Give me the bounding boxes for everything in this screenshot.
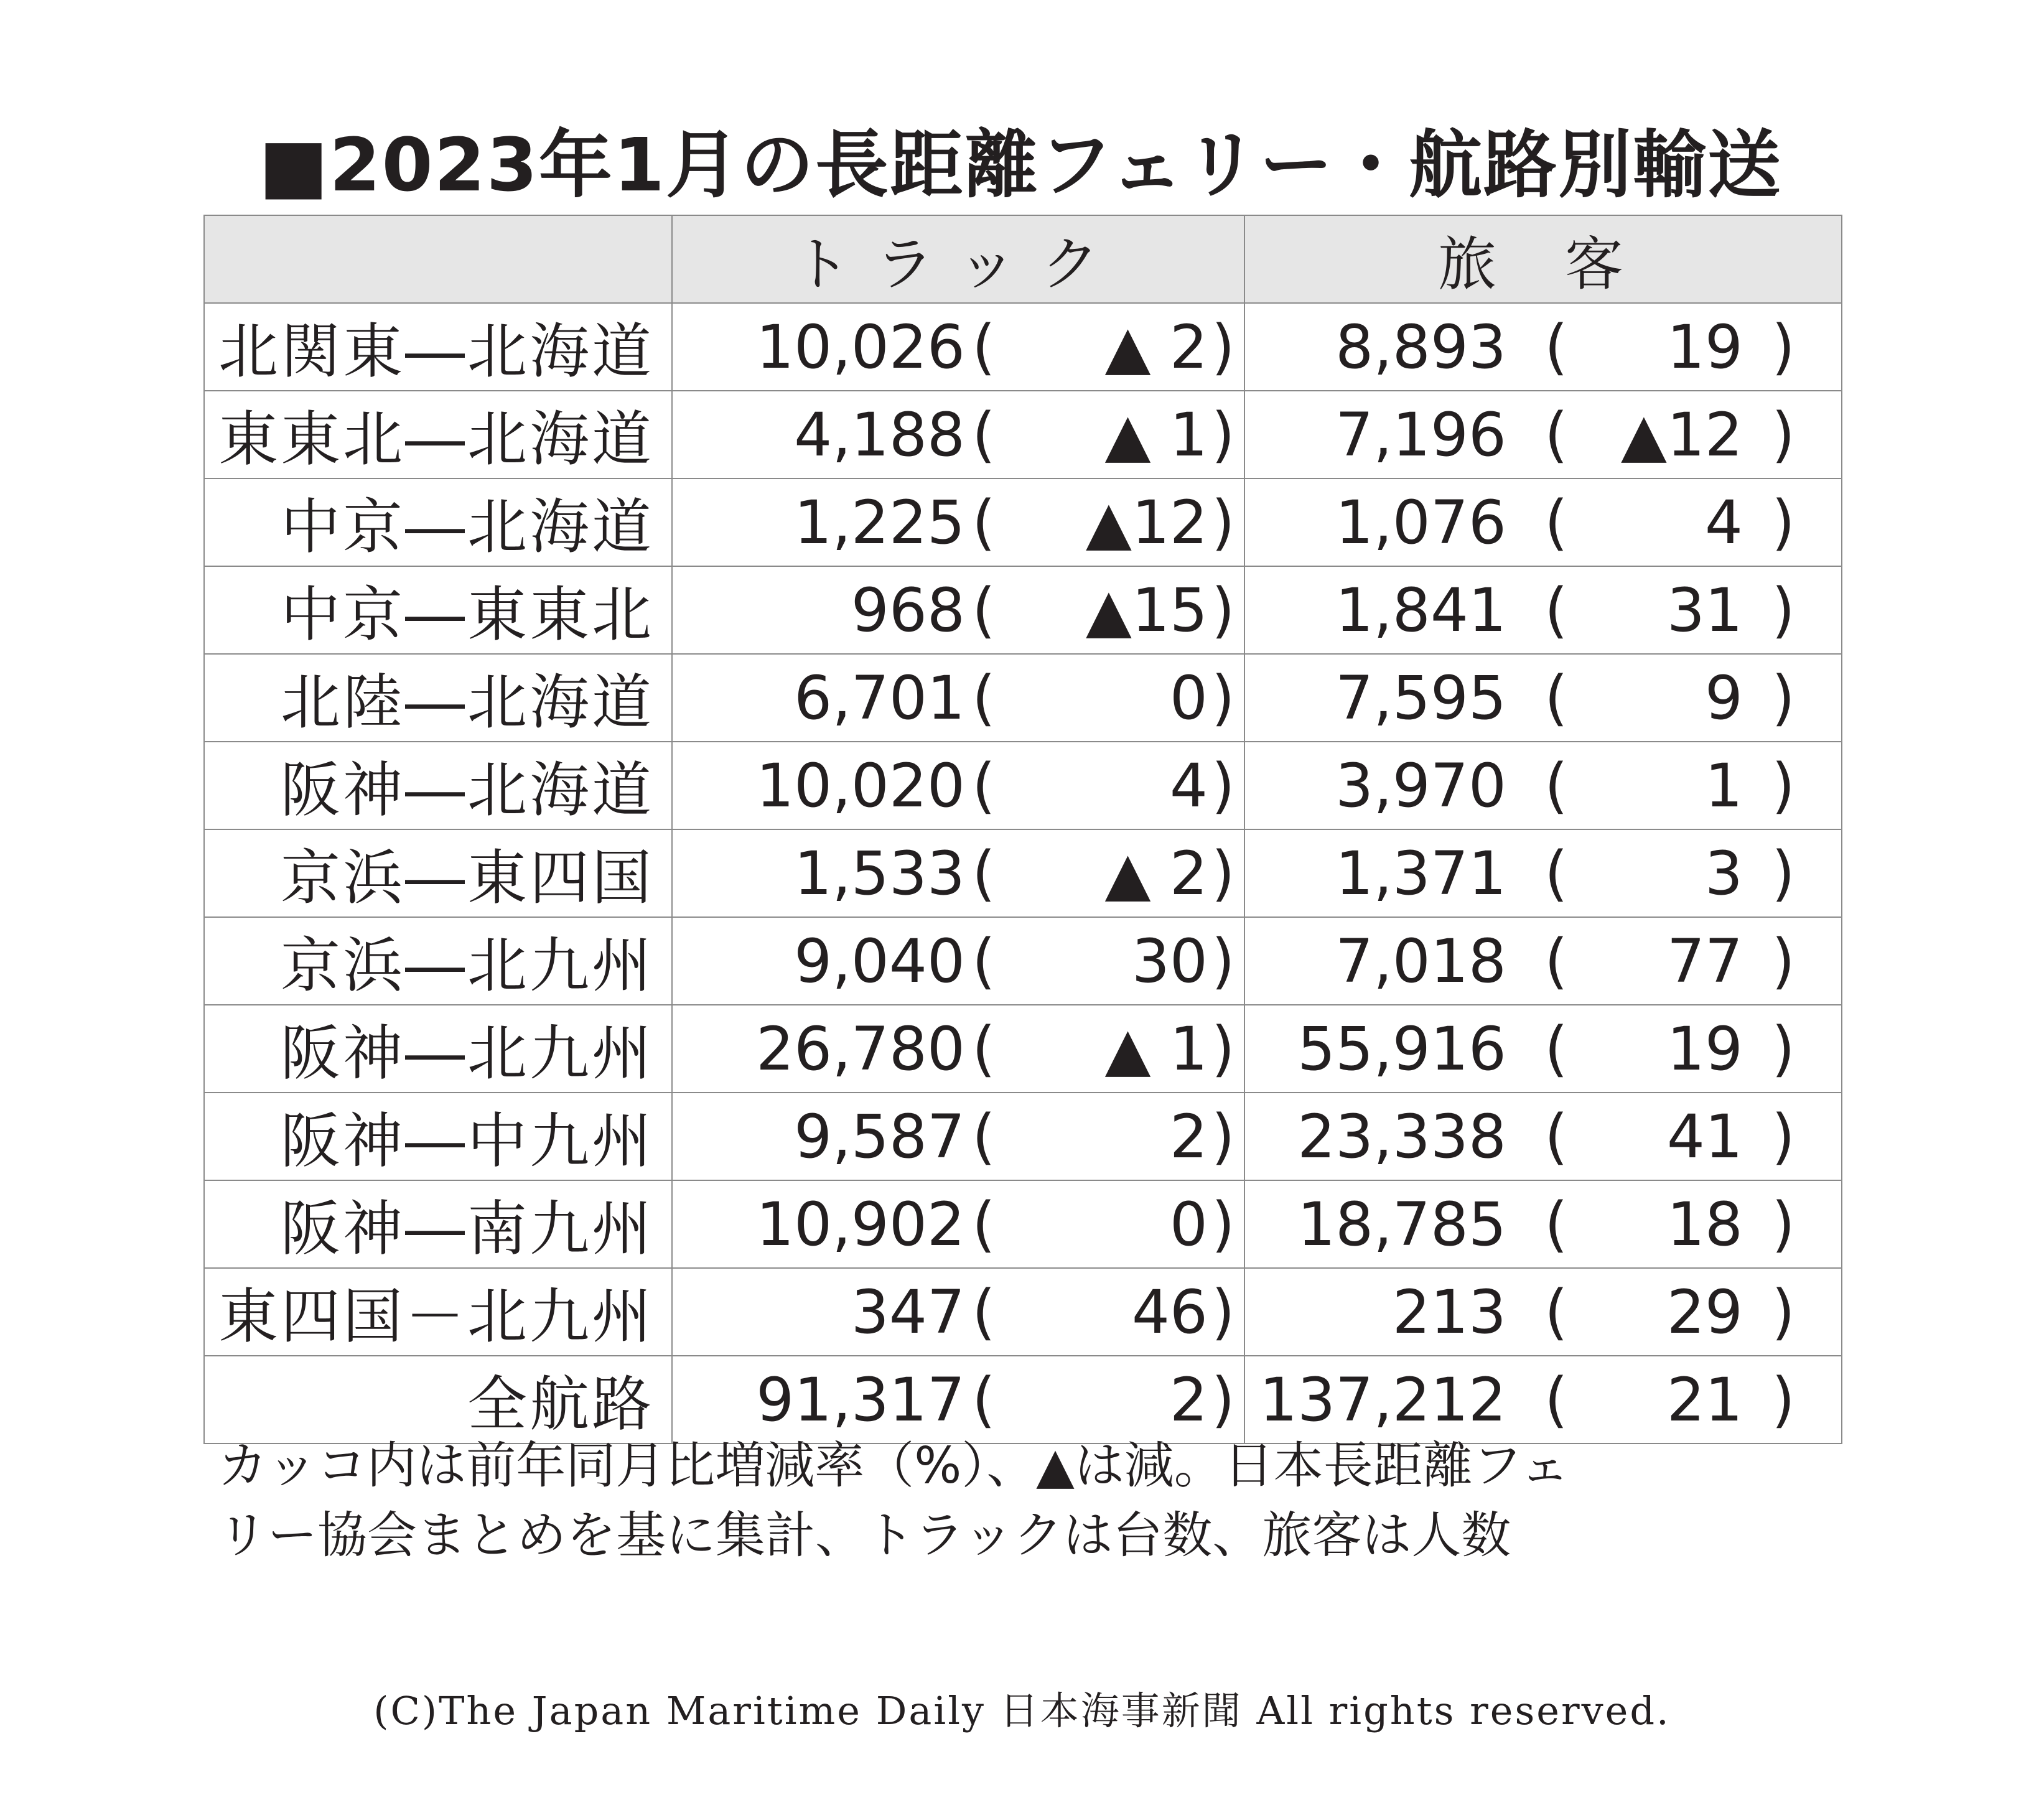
paren-close: ) — [1211, 487, 1235, 557]
passenger-change: 9 — [1704, 663, 1743, 733]
paren-close: ) — [1771, 399, 1795, 470]
passenger-cell — [1244, 478, 1842, 566]
passenger-value: 7,018 — [1335, 926, 1506, 996]
paren-close: ) — [1211, 1014, 1235, 1084]
passenger-value: 18,785 — [1297, 1189, 1506, 1259]
paren-close: ) — [1771, 312, 1795, 382]
passenger-change: 19 — [1666, 312, 1743, 382]
truck-cell — [672, 1093, 1244, 1180]
table-row — [204, 303, 1842, 391]
table-row — [204, 1093, 1842, 1180]
truck-value: 1,225 — [794, 487, 965, 557]
ferry-transport-table — [203, 215, 1842, 1444]
passenger-change: 21 — [1666, 1364, 1743, 1435]
paren-close: ) — [1771, 663, 1795, 733]
paren-close: ) — [1211, 312, 1235, 382]
truck-value: 968 — [851, 575, 965, 645]
route-cell: 京浜―北九州 — [204, 917, 672, 1005]
passenger-change: 29 — [1666, 1277, 1743, 1347]
paren-open: ( — [972, 1101, 996, 1172]
passenger-cell — [1244, 303, 1842, 391]
route-cell: 中京―北海道 — [204, 478, 672, 566]
paren-close: ) — [1771, 1189, 1795, 1259]
passenger-change: ▲12 — [1621, 399, 1743, 470]
paren-close: ) — [1771, 1014, 1795, 1084]
truck-cell — [672, 742, 1244, 829]
truck-value: 91,317 — [756, 1364, 965, 1435]
truck-change: ▲15 — [1086, 575, 1208, 645]
route-cell: 東四国－北九州 — [204, 1268, 672, 1356]
route-cell: 中京―東東北 — [204, 566, 672, 654]
paren-open: ( — [972, 750, 996, 821]
passenger-change: 41 — [1666, 1101, 1743, 1172]
passenger-cell — [1244, 1093, 1842, 1180]
truck-value: 9,587 — [794, 1101, 965, 1172]
paren-open: ( — [972, 487, 996, 557]
truck-value: 26,780 — [756, 1014, 965, 1084]
route-cell: 阪神―南九州 — [204, 1180, 672, 1268]
paren-open: ( — [972, 1364, 996, 1435]
route-cell: 京浜―東四国 — [204, 829, 672, 917]
table-row — [204, 742, 1842, 829]
truck-cell — [672, 1268, 1244, 1356]
paren-close: ) — [1211, 1189, 1235, 1259]
passenger-value: 1,076 — [1335, 487, 1506, 557]
passenger-value: 8,893 — [1335, 312, 1506, 382]
paren-open: ( — [1544, 750, 1568, 821]
paren-open: ( — [1544, 399, 1568, 470]
passenger-cell — [1244, 1356, 1842, 1444]
paren-close: ) — [1771, 1364, 1795, 1435]
paren-open: ( — [972, 1277, 996, 1347]
passenger-change: 3 — [1704, 838, 1743, 908]
route-cell: 阪神―北海道 — [204, 742, 672, 829]
passenger-value: 7,196 — [1335, 399, 1506, 470]
truck-change: 0 — [1169, 663, 1208, 733]
passenger-change: 31 — [1666, 575, 1743, 645]
truck-change: ▲ 2 — [1104, 838, 1208, 908]
truck-cell — [672, 654, 1244, 742]
paren-close: ) — [1211, 1277, 1235, 1347]
passenger-value: 1,841 — [1335, 575, 1506, 645]
paren-close: ) — [1211, 399, 1235, 470]
header-route — [204, 215, 672, 303]
passenger-cell — [1244, 391, 1842, 478]
truck-change: ▲ 1 — [1104, 1014, 1208, 1084]
truck-cell — [672, 391, 1244, 478]
paren-close: ) — [1771, 1101, 1795, 1172]
table-row — [204, 1005, 1842, 1093]
passenger-cell — [1244, 742, 1842, 829]
paren-open: ( — [1544, 1189, 1568, 1259]
truck-change: 4 — [1169, 750, 1208, 821]
paren-open: ( — [972, 1014, 996, 1084]
passenger-change: 77 — [1666, 926, 1743, 996]
paren-close: ) — [1771, 487, 1795, 557]
paren-close: ) — [1211, 575, 1235, 645]
paren-open: ( — [1544, 312, 1568, 382]
table-row — [204, 1356, 1842, 1444]
footnote — [218, 1431, 1836, 1570]
paren-open: ( — [1544, 575, 1568, 645]
paren-open: ( — [1544, 1014, 1568, 1084]
paren-close: ) — [1211, 838, 1235, 908]
paren-open: ( — [1544, 1364, 1568, 1435]
passenger-cell — [1244, 566, 1842, 654]
truck-change: 2 — [1169, 1101, 1208, 1172]
passenger-cell — [1244, 829, 1842, 917]
passenger-change: 1 — [1704, 750, 1743, 821]
paren-open: ( — [1544, 926, 1568, 996]
passenger-value: 137,212 — [1259, 1364, 1506, 1435]
truck-value: 347 — [851, 1277, 965, 1347]
footnote-line-2: リー協会まとめを基に集計、トラックは台数、旅客は人数 — [218, 1506, 1511, 1564]
truck-cell — [672, 478, 1244, 566]
paren-open: ( — [1544, 1277, 1568, 1347]
passenger-change: 18 — [1666, 1189, 1743, 1259]
table-row — [204, 829, 1842, 917]
truck-change: 0 — [1169, 1189, 1208, 1259]
passenger-cell — [1244, 1180, 1842, 1268]
passenger-change: 19 — [1666, 1014, 1743, 1084]
paren-open: ( — [972, 312, 996, 382]
truck-value: 9,040 — [794, 926, 965, 996]
paren-open: ( — [972, 575, 996, 645]
paren-open: ( — [972, 399, 996, 470]
truck-cell — [672, 829, 1244, 917]
passenger-value: 55,916 — [1297, 1014, 1506, 1084]
passenger-cell — [1244, 1268, 1842, 1356]
header-passenger: 旅 客 — [1244, 215, 1842, 303]
truck-cell — [672, 1356, 1244, 1444]
passenger-change: 4 — [1704, 487, 1743, 557]
paren-open: ( — [1544, 663, 1568, 733]
paren-close: ) — [1771, 1277, 1795, 1347]
passenger-value: 1,371 — [1335, 838, 1506, 908]
truck-value: 4,188 — [794, 399, 965, 470]
footnote-line-1: カッコ内は前年同月比増減率（%）、▲は減。日本長距離フェ — [218, 1437, 1570, 1495]
passenger-cell — [1244, 1005, 1842, 1093]
truck-cell — [672, 917, 1244, 1005]
paren-close: ) — [1771, 926, 1795, 996]
table-row — [204, 917, 1842, 1005]
truck-change: 2 — [1169, 1364, 1208, 1435]
passenger-cell — [1244, 917, 1842, 1005]
paren-close: ) — [1771, 838, 1795, 908]
truck-change: ▲12 — [1086, 487, 1208, 557]
table-row — [204, 478, 1842, 566]
table-row — [204, 1268, 1842, 1356]
truck-value: 6,701 — [794, 663, 965, 733]
truck-cell — [672, 566, 1244, 654]
paren-close: ) — [1211, 663, 1235, 733]
paren-open: ( — [1544, 487, 1568, 557]
truck-value: 10,902 — [756, 1189, 965, 1259]
paren-close: ) — [1211, 750, 1235, 821]
truck-cell — [672, 303, 1244, 391]
route-cell: 全航路 — [204, 1356, 672, 1444]
truck-value: 10,020 — [756, 750, 965, 821]
table-row — [204, 566, 1842, 654]
paren-close: ) — [1771, 575, 1795, 645]
truck-value: 10,026 — [756, 312, 965, 382]
paren-open: ( — [1544, 1101, 1568, 1172]
truck-change: ▲ 1 — [1104, 399, 1208, 470]
header-truck: トラック — [672, 215, 1244, 303]
truck-change: 46 — [1131, 1277, 1208, 1347]
table-row — [204, 391, 1842, 478]
passenger-value: 7,595 — [1335, 663, 1506, 733]
paren-open: ( — [972, 838, 996, 908]
truck-change: ▲ 2 — [1104, 312, 1208, 382]
table-title: ■2023年1月の長距離フェリー・航路別輸送 — [258, 122, 1783, 208]
paren-close: ) — [1211, 926, 1235, 996]
route-cell: 阪神―中九州 — [204, 1093, 672, 1180]
paren-open: ( — [1544, 838, 1568, 908]
route-cell: 北陸―北海道 — [204, 654, 672, 742]
paren-open: ( — [972, 1189, 996, 1259]
passenger-value: 213 — [1392, 1277, 1506, 1347]
passenger-cell — [1244, 654, 1842, 742]
header-row — [204, 215, 1842, 303]
truck-cell — [672, 1180, 1244, 1268]
route-cell: 阪神―北九州 — [204, 1005, 672, 1093]
table-row — [204, 654, 1842, 742]
paren-close: ) — [1211, 1364, 1235, 1435]
truck-change: 30 — [1131, 926, 1208, 996]
paren-open: ( — [972, 926, 996, 996]
route-cell: 東東北―北海道 — [204, 391, 672, 478]
truck-value: 1,533 — [794, 838, 965, 908]
paren-close: ) — [1211, 1101, 1235, 1172]
table-row — [204, 1180, 1842, 1268]
copyright: (C)The Japan Maritime Daily 日本海事新聞 All rights reserved. — [373, 1688, 1671, 1733]
route-cell: 北関東―北海道 — [204, 303, 672, 391]
paren-open: ( — [972, 663, 996, 733]
passenger-value: 23,338 — [1297, 1101, 1506, 1172]
truck-cell — [672, 1005, 1244, 1093]
paren-close: ) — [1771, 750, 1795, 821]
passenger-value: 3,970 — [1335, 750, 1506, 821]
